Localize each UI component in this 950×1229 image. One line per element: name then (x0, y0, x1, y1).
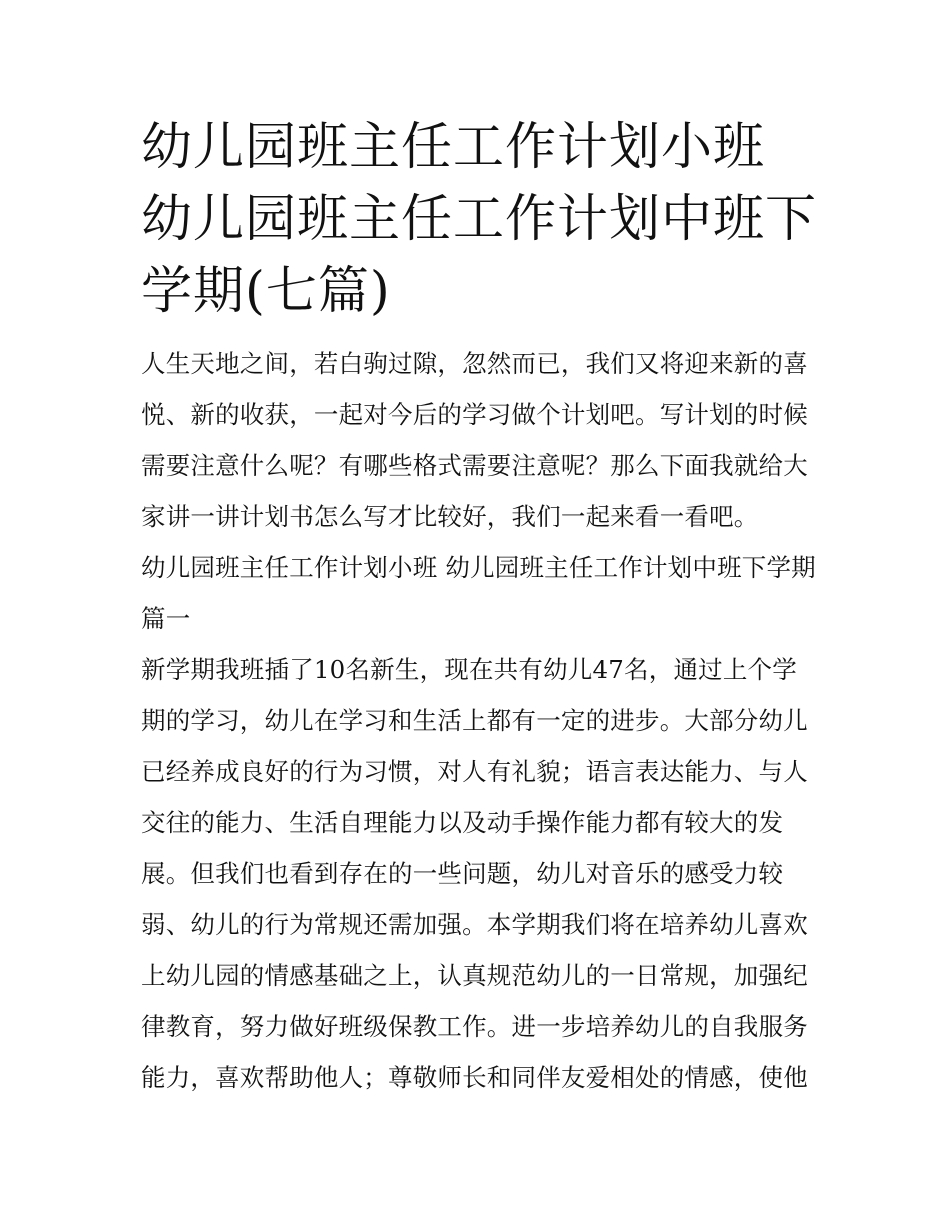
document-content (141, 112, 821, 1103)
body-paragraph: 新学期我班插了10名新生，现在共有幼儿47名，通过上个学期的学习，幼儿在学习和生活上都有一定的进步。大部分幼儿已经养成良好的行为习惯，对人有礼貌；语言表达能力、与人交往的能力、生活自理能力以及动手操作能力都有较大的发展。但我们也看到存在的一些问题，幼儿对音乐的感受力较弱、幼儿的行为常规还需加强。本学期我们将在培养幼儿喜欢上幼儿园的情感基础之上，认真规范幼儿的一日常规，加强纪律教育，努力做好班级保教工作。进一步培养幼儿的自我服务能力，喜欢帮助他人；尊敬师长和同伴友爱相处的情感，使他 (141, 655, 808, 1092)
document-title: 幼儿园班主任工作计划小班 幼儿园班主任工作计划中班下学期(七篇) (141, 118, 818, 321)
section-heading: 幼儿园班主任工作计划小班 幼儿园班主任工作计划中班下学期篇一 (141, 553, 816, 633)
intro-paragraph: 人生天地之间，若白驹过隙，忽然而已，我们又将迎来新的喜悦、新的收获，一起对今后的学习做个计划吧。写计划的时候需要注意什么呢？有哪些格式需要注意呢？那么下面我就给大家讲一讲计划书怎么写才比较好，我们一起来看一看吧。 (141, 349, 808, 531)
